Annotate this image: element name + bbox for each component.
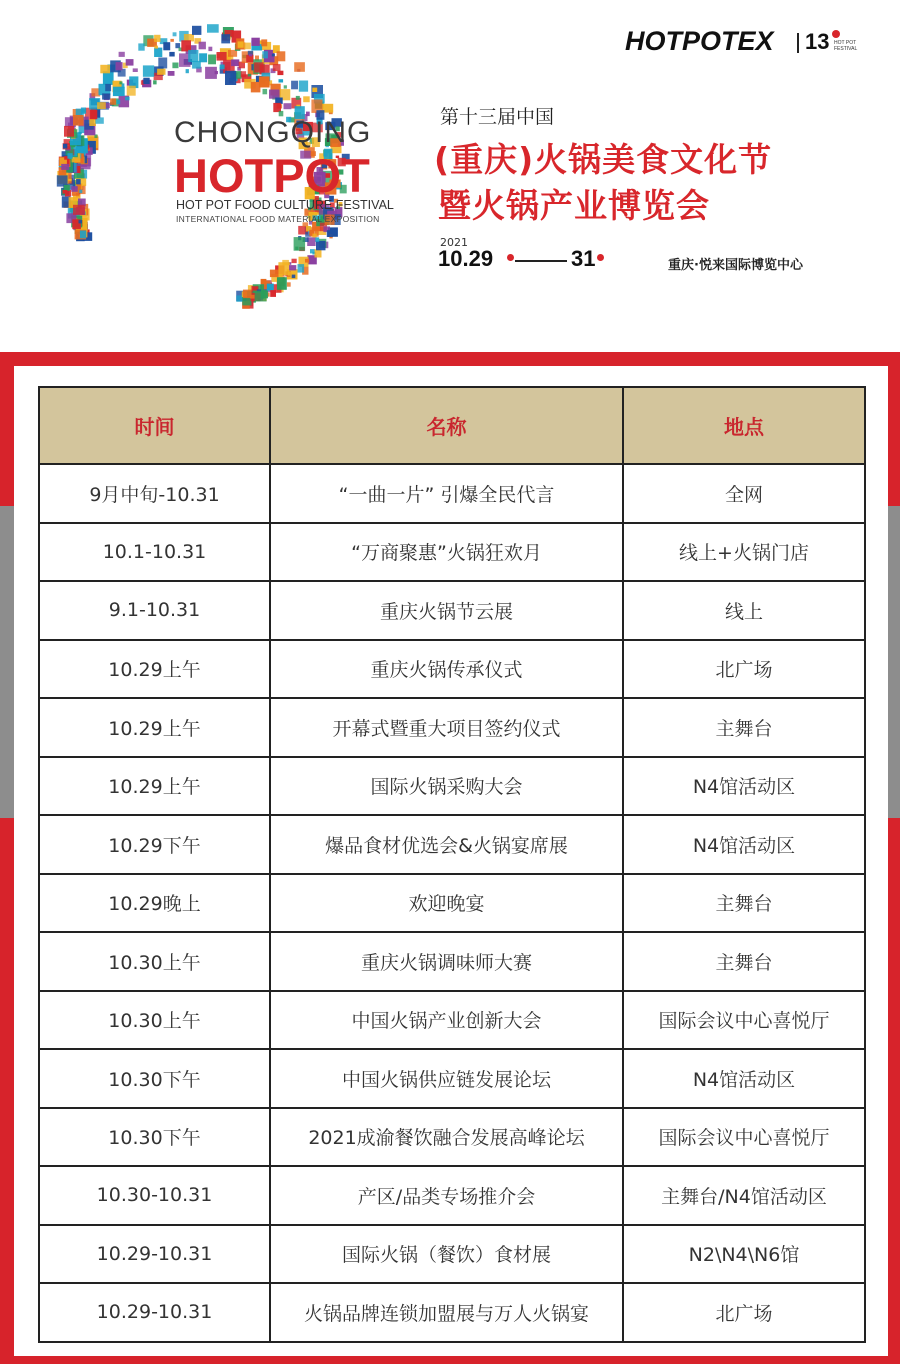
cell-time: 10.29上午 — [39, 757, 270, 816]
event-header — [0, 0, 900, 352]
ring-tile — [259, 76, 270, 87]
ring-tile — [63, 144, 67, 149]
ring-tile — [184, 34, 194, 41]
logo-subtitle-2: INTERNATIONAL FOOD MATERIAL EXPOSITION — [176, 214, 380, 224]
cell-name: “万商聚惠”火锅狂欢月 — [270, 523, 623, 582]
ring-tile — [113, 87, 125, 96]
ring-tile — [199, 53, 207, 62]
cell-time: 10.30下午 — [39, 1108, 270, 1167]
ring-tile — [277, 51, 286, 61]
date-range-line — [515, 260, 567, 262]
brand-small-text: HOT POT FESTIVAL — [834, 40, 858, 52]
ring-tile — [299, 81, 308, 92]
header-place: 地点 — [623, 387, 865, 464]
ring-tile — [292, 259, 297, 263]
schedule-table — [38, 386, 866, 1343]
ring-tile — [231, 59, 239, 66]
ring-tile — [298, 264, 305, 273]
table-row — [39, 1108, 865, 1167]
ring-tile — [270, 270, 279, 278]
ring-tile — [207, 24, 219, 33]
event-title-line-2: 暨火锅产业博览会 — [438, 186, 710, 225]
cell-place: 线上+火锅门店 — [623, 523, 865, 582]
cell-place: N4馆活动区 — [623, 1049, 865, 1108]
ring-tile — [89, 119, 96, 126]
ring-tile — [284, 103, 292, 109]
brand-name: HOTPOTEX — [625, 26, 774, 56]
ring-tile — [327, 230, 333, 237]
ring-tile — [291, 81, 298, 90]
table-row — [39, 1166, 865, 1225]
cell-place: N4馆活动区 — [623, 757, 865, 816]
ring-tile — [244, 43, 251, 50]
cell-place: 北广场 — [623, 1283, 865, 1342]
table-row — [39, 757, 865, 816]
ring-tile — [217, 52, 227, 61]
cell-time: 10.29-10.31 — [39, 1283, 270, 1342]
ring-tile — [175, 43, 180, 48]
brand-divider — [797, 33, 799, 53]
ring-tile — [316, 241, 326, 250]
ring-tile — [228, 50, 237, 57]
cell-name: 爆品食材优选会&火锅宴席展 — [270, 815, 623, 874]
ring-tile — [312, 234, 316, 238]
table-row — [39, 1283, 865, 1342]
header-name: 名称 — [270, 387, 623, 464]
ring-tile — [279, 79, 284, 82]
ring-tile — [102, 93, 110, 99]
ring-tile — [225, 71, 236, 85]
hotpotex-brand-logo — [625, 26, 865, 60]
ring-tile — [68, 179, 71, 182]
ring-tile — [119, 52, 125, 57]
ring-tile — [117, 100, 121, 104]
table-row — [39, 523, 865, 582]
header-time: 时间 — [39, 387, 270, 464]
table-row — [39, 932, 865, 991]
cell-place: 主舞台/N4馆活动区 — [623, 1166, 865, 1225]
cell-time: 10.29上午 — [39, 640, 270, 699]
brand-edition-number: 13 — [805, 29, 830, 54]
logo-name: HOTPOT — [174, 149, 370, 202]
date-dot-icon — [597, 254, 604, 261]
ring-tile — [143, 65, 154, 76]
ring-tile — [248, 74, 251, 77]
ring-tile — [76, 179, 81, 184]
ring-tile — [261, 39, 267, 46]
ring-tile — [292, 275, 296, 279]
ring-tile — [71, 186, 77, 192]
ring-tile — [243, 290, 252, 299]
cell-name: 开幕式暨重大项目签约仪式 — [270, 698, 623, 757]
cell-time: 10.30上午 — [39, 932, 270, 991]
ring-tile — [116, 62, 123, 70]
ring-tile — [133, 68, 138, 72]
ring-tile — [267, 284, 274, 291]
ring-tile — [64, 126, 74, 137]
event-title-line-1: (重庆)火锅美食文化节 — [434, 140, 773, 179]
cell-place: 主舞台 — [623, 698, 865, 757]
event-date-end: 31 — [571, 246, 596, 271]
ring-tile — [168, 71, 175, 76]
cell-name: 欢迎晚宴 — [270, 874, 623, 933]
ring-tile — [277, 71, 283, 75]
cell-name: 重庆火锅调味师大赛 — [270, 932, 623, 991]
ring-tile — [208, 55, 216, 65]
cell-place: 线上 — [623, 581, 865, 640]
ring-tile — [154, 35, 160, 42]
cell-name: 2021成渝餐饮融合发展高峰论坛 — [270, 1108, 623, 1167]
cell-name: 国际火锅采购大会 — [270, 757, 623, 816]
table-row — [39, 874, 865, 933]
ring-tile — [272, 54, 275, 57]
ring-tile — [208, 47, 212, 51]
cell-place: N4馆活动区 — [623, 815, 865, 874]
cell-time: 10.30上午 — [39, 991, 270, 1050]
cell-time: 10.29晚上 — [39, 874, 270, 933]
ring-tile — [273, 103, 281, 112]
ring-tile — [294, 237, 306, 251]
cell-time: 10.29-10.31 — [39, 1225, 270, 1284]
ring-tile — [262, 51, 268, 58]
cell-time: 10.30-10.31 — [39, 1166, 270, 1225]
ring-tile — [73, 205, 85, 215]
table-row — [39, 640, 865, 699]
cell-name: 重庆火锅节云展 — [270, 581, 623, 640]
ring-tile — [170, 39, 174, 42]
ring-tile — [273, 64, 281, 71]
ring-tile — [269, 90, 280, 99]
ring-tile — [221, 34, 230, 43]
ring-tile — [242, 297, 251, 305]
cell-name: 火锅品牌连锁加盟展与万人火锅宴 — [270, 1283, 623, 1342]
ring-tile — [67, 153, 72, 159]
cell-place: 全网 — [623, 464, 865, 523]
cell-name: 中国火锅供应链发展论坛 — [270, 1049, 623, 1108]
cell-name: 产区/品类专场推介会 — [270, 1166, 623, 1225]
cell-time: 9月中旬-10.31 — [39, 464, 270, 523]
ring-tile — [296, 96, 300, 100]
ring-tile — [277, 277, 287, 290]
ring-tile — [220, 65, 225, 70]
ring-tile — [73, 115, 84, 126]
table-header-row — [39, 387, 865, 464]
ring-tile — [199, 42, 206, 50]
ring-tile — [63, 190, 68, 194]
cell-time: 10.1-10.31 — [39, 523, 270, 582]
ring-tile — [138, 43, 144, 50]
ring-tile — [303, 96, 310, 102]
event-venue: 重庆·悦来国际博览中心 — [668, 258, 803, 273]
ring-tile — [238, 41, 244, 47]
ring-tile — [173, 32, 177, 36]
ring-tile — [284, 85, 287, 88]
cell-place: 国际会议中心喜悦厅 — [623, 991, 865, 1050]
ring-tile — [255, 291, 267, 302]
ring-tile — [97, 102, 106, 109]
cell-time: 10.29下午 — [39, 815, 270, 874]
table-row — [39, 991, 865, 1050]
ring-tile — [181, 40, 191, 51]
event-date-start: 10.29 — [438, 246, 494, 271]
logo-city: CHONGQING — [174, 116, 372, 149]
ring-tile — [310, 249, 315, 253]
ring-tile — [153, 80, 157, 84]
ring-tile — [254, 62, 264, 72]
cell-name: “一曲一片” 引爆全民代言 — [270, 464, 623, 523]
ring-tile — [192, 26, 201, 35]
cell-place: N2\N4\N6馆 — [623, 1225, 865, 1284]
ring-tile — [126, 59, 134, 66]
edition-label: 第十三届中国 — [440, 106, 555, 128]
ring-tile — [188, 50, 198, 62]
ring-tile — [315, 237, 319, 242]
cell-place: 国际会议中心喜悦厅 — [623, 1108, 865, 1167]
cell-place: 北广场 — [623, 640, 865, 699]
ring-tile — [154, 48, 162, 57]
cell-place: 主舞台 — [623, 874, 865, 933]
ring-tile — [251, 38, 259, 46]
ring-tile — [110, 98, 116, 104]
ring-tile — [315, 249, 322, 257]
ring-tile — [205, 67, 217, 79]
event-year: 2021 — [440, 236, 468, 249]
ring-tile — [105, 84, 111, 91]
ring-tile — [79, 220, 83, 223]
cell-time: 10.29上午 — [39, 698, 270, 757]
cell-place: 主舞台 — [623, 932, 865, 991]
cell-time: 9.1-10.31 — [39, 581, 270, 640]
table-row — [39, 815, 865, 874]
ring-tile — [270, 290, 276, 297]
cell-name: 重庆火锅传承仪式 — [270, 640, 623, 699]
logo-subtitle: HOT POT FOOD CULTURE FESTIVAL — [176, 198, 394, 212]
ring-tile — [163, 42, 170, 50]
ring-tile — [172, 63, 178, 69]
edition-mark-icon — [832, 30, 840, 38]
ring-tile — [100, 65, 110, 74]
ring-tile — [287, 282, 291, 286]
ring-tile — [143, 78, 149, 84]
cell-time: 10.30下午 — [39, 1049, 270, 1108]
cell-name: 中国火锅产业创新大会 — [270, 991, 623, 1050]
ring-tile — [80, 231, 86, 239]
cell-name: 国际火锅（餐饮）食材展 — [270, 1225, 623, 1284]
ring-tile — [127, 86, 136, 96]
table-row — [39, 464, 865, 523]
ring-tile — [119, 81, 122, 84]
ring-tile — [158, 58, 167, 69]
ring-tile — [90, 110, 97, 119]
ring-tile — [157, 69, 165, 75]
ring-tile — [312, 88, 317, 92]
ring-tile — [154, 46, 158, 49]
ring-tile — [186, 69, 189, 73]
ring-tile — [249, 54, 252, 57]
ring-tile — [294, 62, 305, 72]
ring-tile — [288, 272, 292, 276]
table-row — [39, 1049, 865, 1108]
ring-tile — [64, 185, 70, 191]
ring-tile — [125, 97, 130, 101]
table-row — [39, 698, 865, 757]
ring-tile — [61, 164, 69, 170]
ring-tile — [263, 89, 268, 94]
ring-tile — [169, 52, 174, 57]
ring-tile — [81, 108, 86, 114]
table-row — [39, 1225, 865, 1284]
ring-tile — [305, 259, 309, 263]
table-row — [39, 581, 865, 640]
date-dot-icon — [507, 254, 514, 261]
ring-tile — [289, 265, 296, 270]
